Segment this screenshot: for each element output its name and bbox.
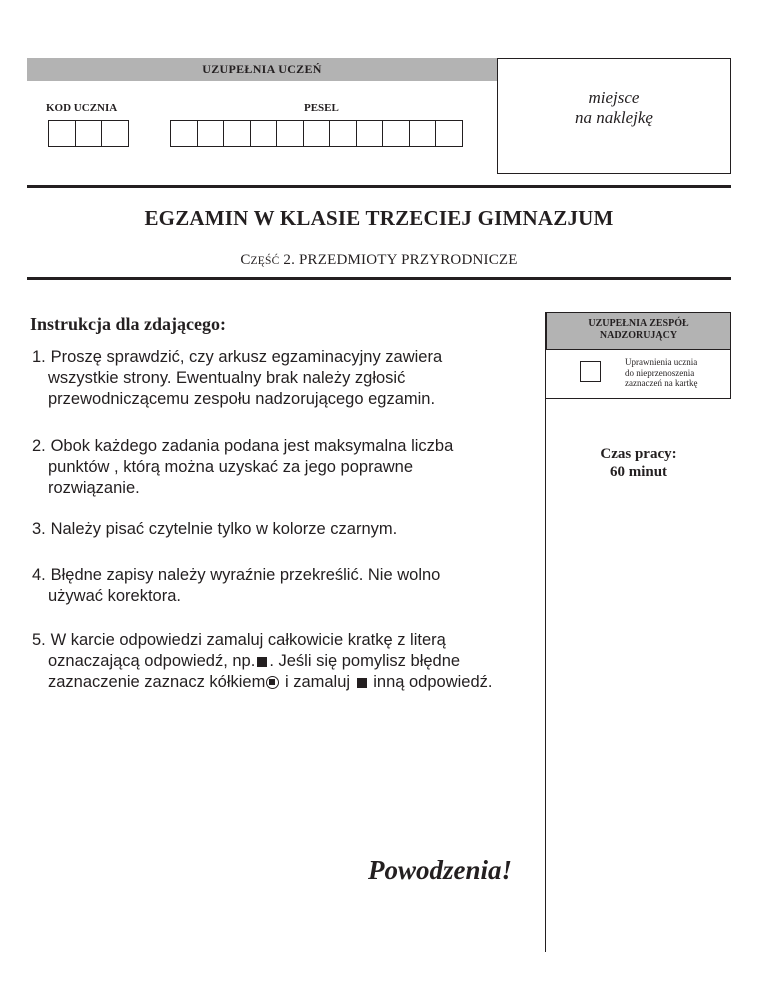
supervisor-header-label — [546, 318, 731, 342]
kod-ucznia-box-3[interactable] — [101, 120, 129, 147]
instruction-text: inną odpowiedź. — [368, 673, 493, 691]
pesel-box-8[interactable] — [356, 120, 384, 147]
pesel-box-7[interactable] — [329, 120, 357, 147]
kod-ucznia-box-2[interactable] — [75, 120, 103, 147]
side-column-divider — [545, 312, 546, 952]
pesel-boxes — [170, 120, 463, 147]
sticker-line-2: na naklejkę — [575, 108, 653, 127]
supervisor-checkbox[interactable] — [580, 361, 601, 382]
instruction-number: 5. — [32, 631, 46, 649]
instruction-text: i zamaluj — [280, 673, 355, 691]
sticker-line-1: miejsce — [588, 88, 640, 107]
instruction-item-3 — [32, 519, 547, 540]
instruction-line — [32, 651, 547, 672]
instruction-line: Obok każdego zadania podana jest maksymalna liczba — [50, 437, 454, 455]
instruction-text: zaznaczenie zaznacz kółkiem — [48, 673, 266, 691]
instruction-line: Należy pisać czytelnie tylko w kolorze czarnym. — [50, 520, 398, 538]
supervisor-header-line-1: UZUPEŁNIA ZESPÓŁ — [588, 318, 689, 329]
instruction-line: rozwiązanie. — [48, 479, 140, 497]
instruction-item-1 — [32, 347, 547, 410]
pesel-box-10[interactable] — [409, 120, 437, 147]
kod-ucznia-boxes — [48, 120, 129, 147]
instruction-item-5 — [32, 630, 547, 693]
instruction-item-2 — [32, 436, 547, 499]
kod-ucznia-box-1[interactable] — [48, 120, 76, 147]
good-luck-text: Powodzenia! — [368, 855, 513, 885]
pesel-box-2[interactable] — [197, 120, 225, 147]
supervisor-note-line-1: Uprawnienia ucznia — [625, 357, 698, 367]
instruction-line: używać korektora. — [48, 587, 181, 605]
supervisor-header-line-2: NADZORUJĄCY — [599, 330, 678, 341]
pesel-box-3[interactable] — [223, 120, 251, 147]
supervisor-note-line-2: do nieprzenoszenia — [625, 367, 695, 378]
filled-square-icon — [257, 657, 267, 667]
exam-part-first: C — [240, 252, 251, 268]
instruction-number: 1. — [32, 348, 46, 366]
exam-part-smallcaps: ZĘŚĆ — [250, 255, 280, 267]
instruction-line: W karcie odpowiedzi zamaluj całkowicie kratkę z literą — [50, 631, 446, 649]
pesel-box-11[interactable] — [435, 120, 463, 147]
supervisor-note — [625, 357, 729, 389]
instruction-line: wszystkie strony. Ewentualny brak należy zgłosić — [48, 369, 406, 387]
pesel-box-5[interactable] — [276, 120, 304, 147]
instruction-line — [32, 672, 547, 693]
instruction-number: 4. — [32, 566, 46, 584]
instructions-heading: Instrukcja dla zdającego: — [30, 314, 226, 334]
pesel-box-1[interactable] — [170, 120, 198, 147]
instruction-text: . Jeśli się pomylisz błędne — [269, 652, 461, 670]
instruction-line: Proszę sprawdzić, czy arkusz egzaminacyjny zawiera — [50, 348, 443, 366]
title-rule-bottom — [27, 277, 731, 280]
work-time — [546, 445, 731, 481]
exam-part-rest: 2. PRZEDMIOTY PRZYRODNICZE — [279, 252, 518, 268]
pesel-box-4[interactable] — [250, 120, 278, 147]
kod-ucznia-label: KOD UCZNIA — [46, 102, 118, 114]
instruction-line: przewodniczącemu zespołu nadzorującego egzamin. — [48, 390, 436, 408]
pesel-label: PESEL — [304, 102, 339, 114]
pesel-box-6[interactable] — [303, 120, 331, 147]
instruction-text: oznaczającą odpowiedź, np. — [48, 652, 256, 670]
instruction-line: Błędne zapisy należy wyraźnie przekreślić. Nie wolno — [50, 566, 441, 584]
instruction-number: 3. — [32, 520, 46, 538]
work-time-value: 60 minut — [609, 464, 668, 480]
instruction-item-4 — [32, 565, 547, 607]
pesel-box-9[interactable] — [382, 120, 410, 147]
supervisor-note-line-3: zaznaczeń na kartkę — [625, 378, 698, 388]
title-rule-top — [27, 185, 731, 188]
exam-part — [27, 252, 731, 269]
instruction-number: 2. — [32, 437, 46, 455]
student-fills-label: UZUPEŁNIA UCZEŃ — [202, 62, 322, 76]
work-time-label: Czas pracy: — [600, 446, 677, 462]
exam-title: EGZAMIN W KLASIE TRZECIEJ GIMNAZJUM — [144, 206, 614, 230]
circled-square-icon — [266, 676, 279, 689]
filled-square-icon — [357, 678, 367, 688]
sticker-text — [497, 88, 731, 128]
instruction-line: punktów , którą można uzyskać za jego poprawne — [48, 458, 414, 476]
